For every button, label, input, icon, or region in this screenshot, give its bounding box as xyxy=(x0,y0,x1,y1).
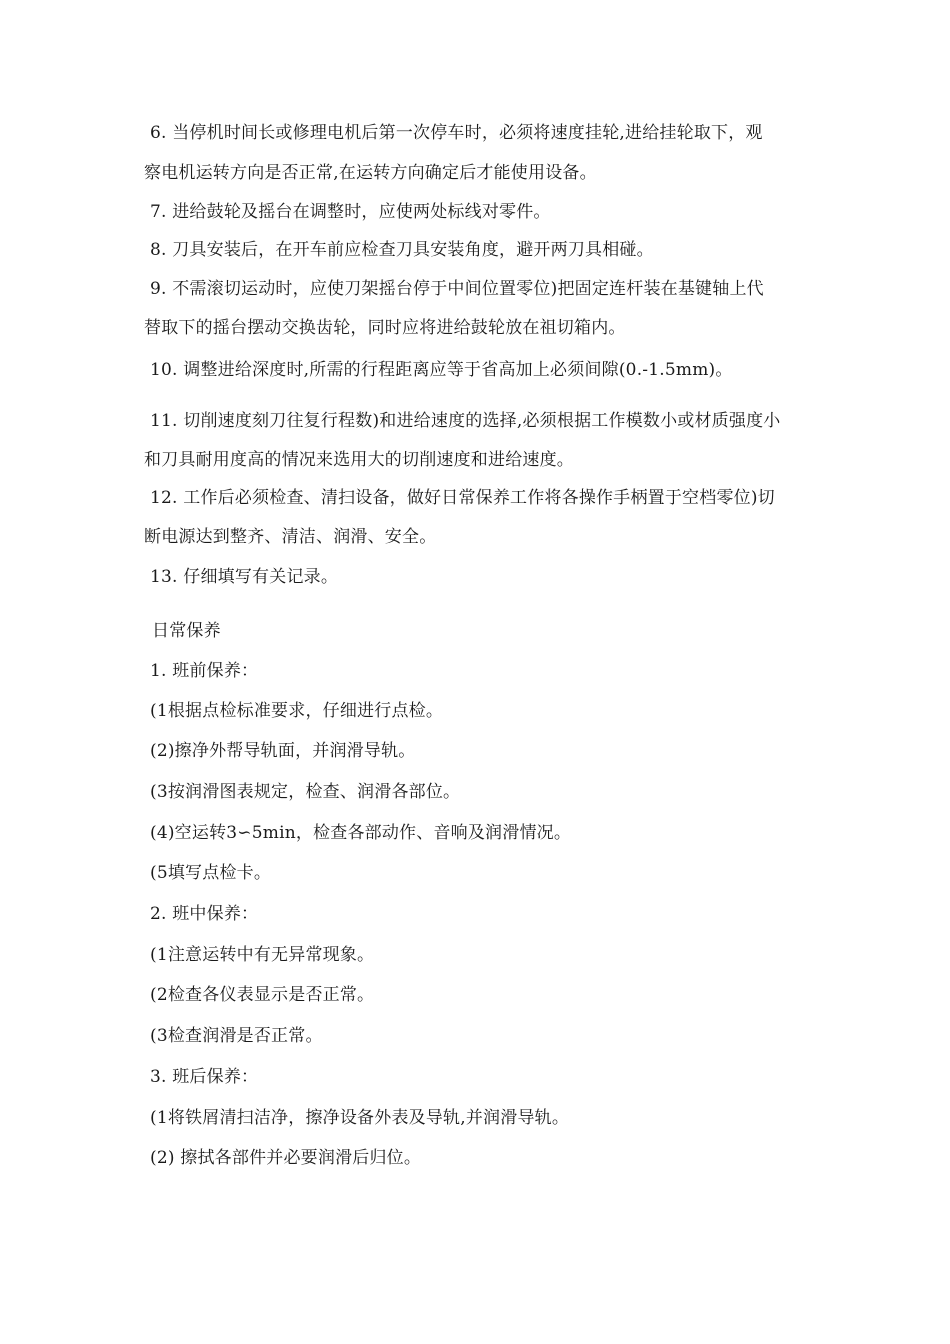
rule-9-line-1: 9. 不需滚切运动时，应使刀架摇台停于中间位置零位)把固定连杆装在基键轴上代 xyxy=(150,279,764,299)
rule-7-line-1: 7. 进给鼓轮及摇台在调整时，应使两处标线对零件。 xyxy=(150,202,551,222)
section-2-item-1: (1注意运转中有无异常现象。 xyxy=(150,945,375,965)
section-2-title: 2. 班中保养： xyxy=(150,904,259,924)
section-1-item-1: (1根据点检标准要求，仔细进行点检。 xyxy=(150,701,444,721)
rule-12-line-1: 12. 工作后必须检查、清扫设备，做好日常保养工作将各操作手柄置于空档零位)切 xyxy=(150,488,775,508)
maintenance-heading: 日常保养 xyxy=(152,621,221,641)
rule-11-line-2: 和刀具耐用度高的情况来选用大的切削速度和进给速度。 xyxy=(144,450,574,470)
rule-9-line-2: 替取下的摇台摆动交换齿轮，同时应将进给鼓轮放在祖切箱内。 xyxy=(144,318,626,338)
rule-12-line-2: 断电源达到整齐、清洁、润滑、安全。 xyxy=(144,527,437,547)
section-3-title: 3. 班后保养： xyxy=(150,1067,259,1087)
section-1-item-4: (4)空运转3∽5min，检查各部动作、音响及润滑情况。 xyxy=(150,823,572,843)
section-3-item-1: (1将铁屑清扫洁净，擦净设备外表及导轨,并润滑导轨。 xyxy=(150,1108,570,1128)
rule-6-line-2: 察电机运转方向是否正常,在运转方向确定后才能使用设备。 xyxy=(144,163,597,183)
rule-11-line-1: 11. 切削速度刻刀往复行程数)和进给速度的选择,必须根据工作模数小或材质强度小 xyxy=(150,411,781,431)
rule-6-line-1: 6. 当停机时间长或修理电机后第一次停车时，必须将速度挂轮,进给挂轮取下，观 xyxy=(150,123,763,143)
rule-10-line-1: 10. 调整进给深度时,所需的行程距离应等于省高加上必须间隙(0.-1.5mm)。 xyxy=(150,360,733,380)
section-3-item-2: (2) 擦拭各部件并必要润滑后归位。 xyxy=(150,1148,422,1168)
rule-8-line-1: 8. 刀具安装后，在开车前应检查刀具安装角度，避开两刀具相碰。 xyxy=(150,240,654,260)
section-1-item-3: (3按润滑图表规定，检查、润滑各部位。 xyxy=(150,782,461,802)
section-2-item-3: (3检查润滑是否正常。 xyxy=(150,1026,323,1046)
section-1-item-2: (2)擦净外帮导轨面，并润滑导轨。 xyxy=(150,741,416,761)
rule-13-line-1: 13. 仔细填写有关记录。 xyxy=(150,567,339,587)
section-1-item-5: (5填写点检卡。 xyxy=(150,863,272,883)
section-2-item-2: (2检查各仪表显示是否正常。 xyxy=(150,985,375,1005)
section-1-title: 1. 班前保养： xyxy=(150,661,259,681)
